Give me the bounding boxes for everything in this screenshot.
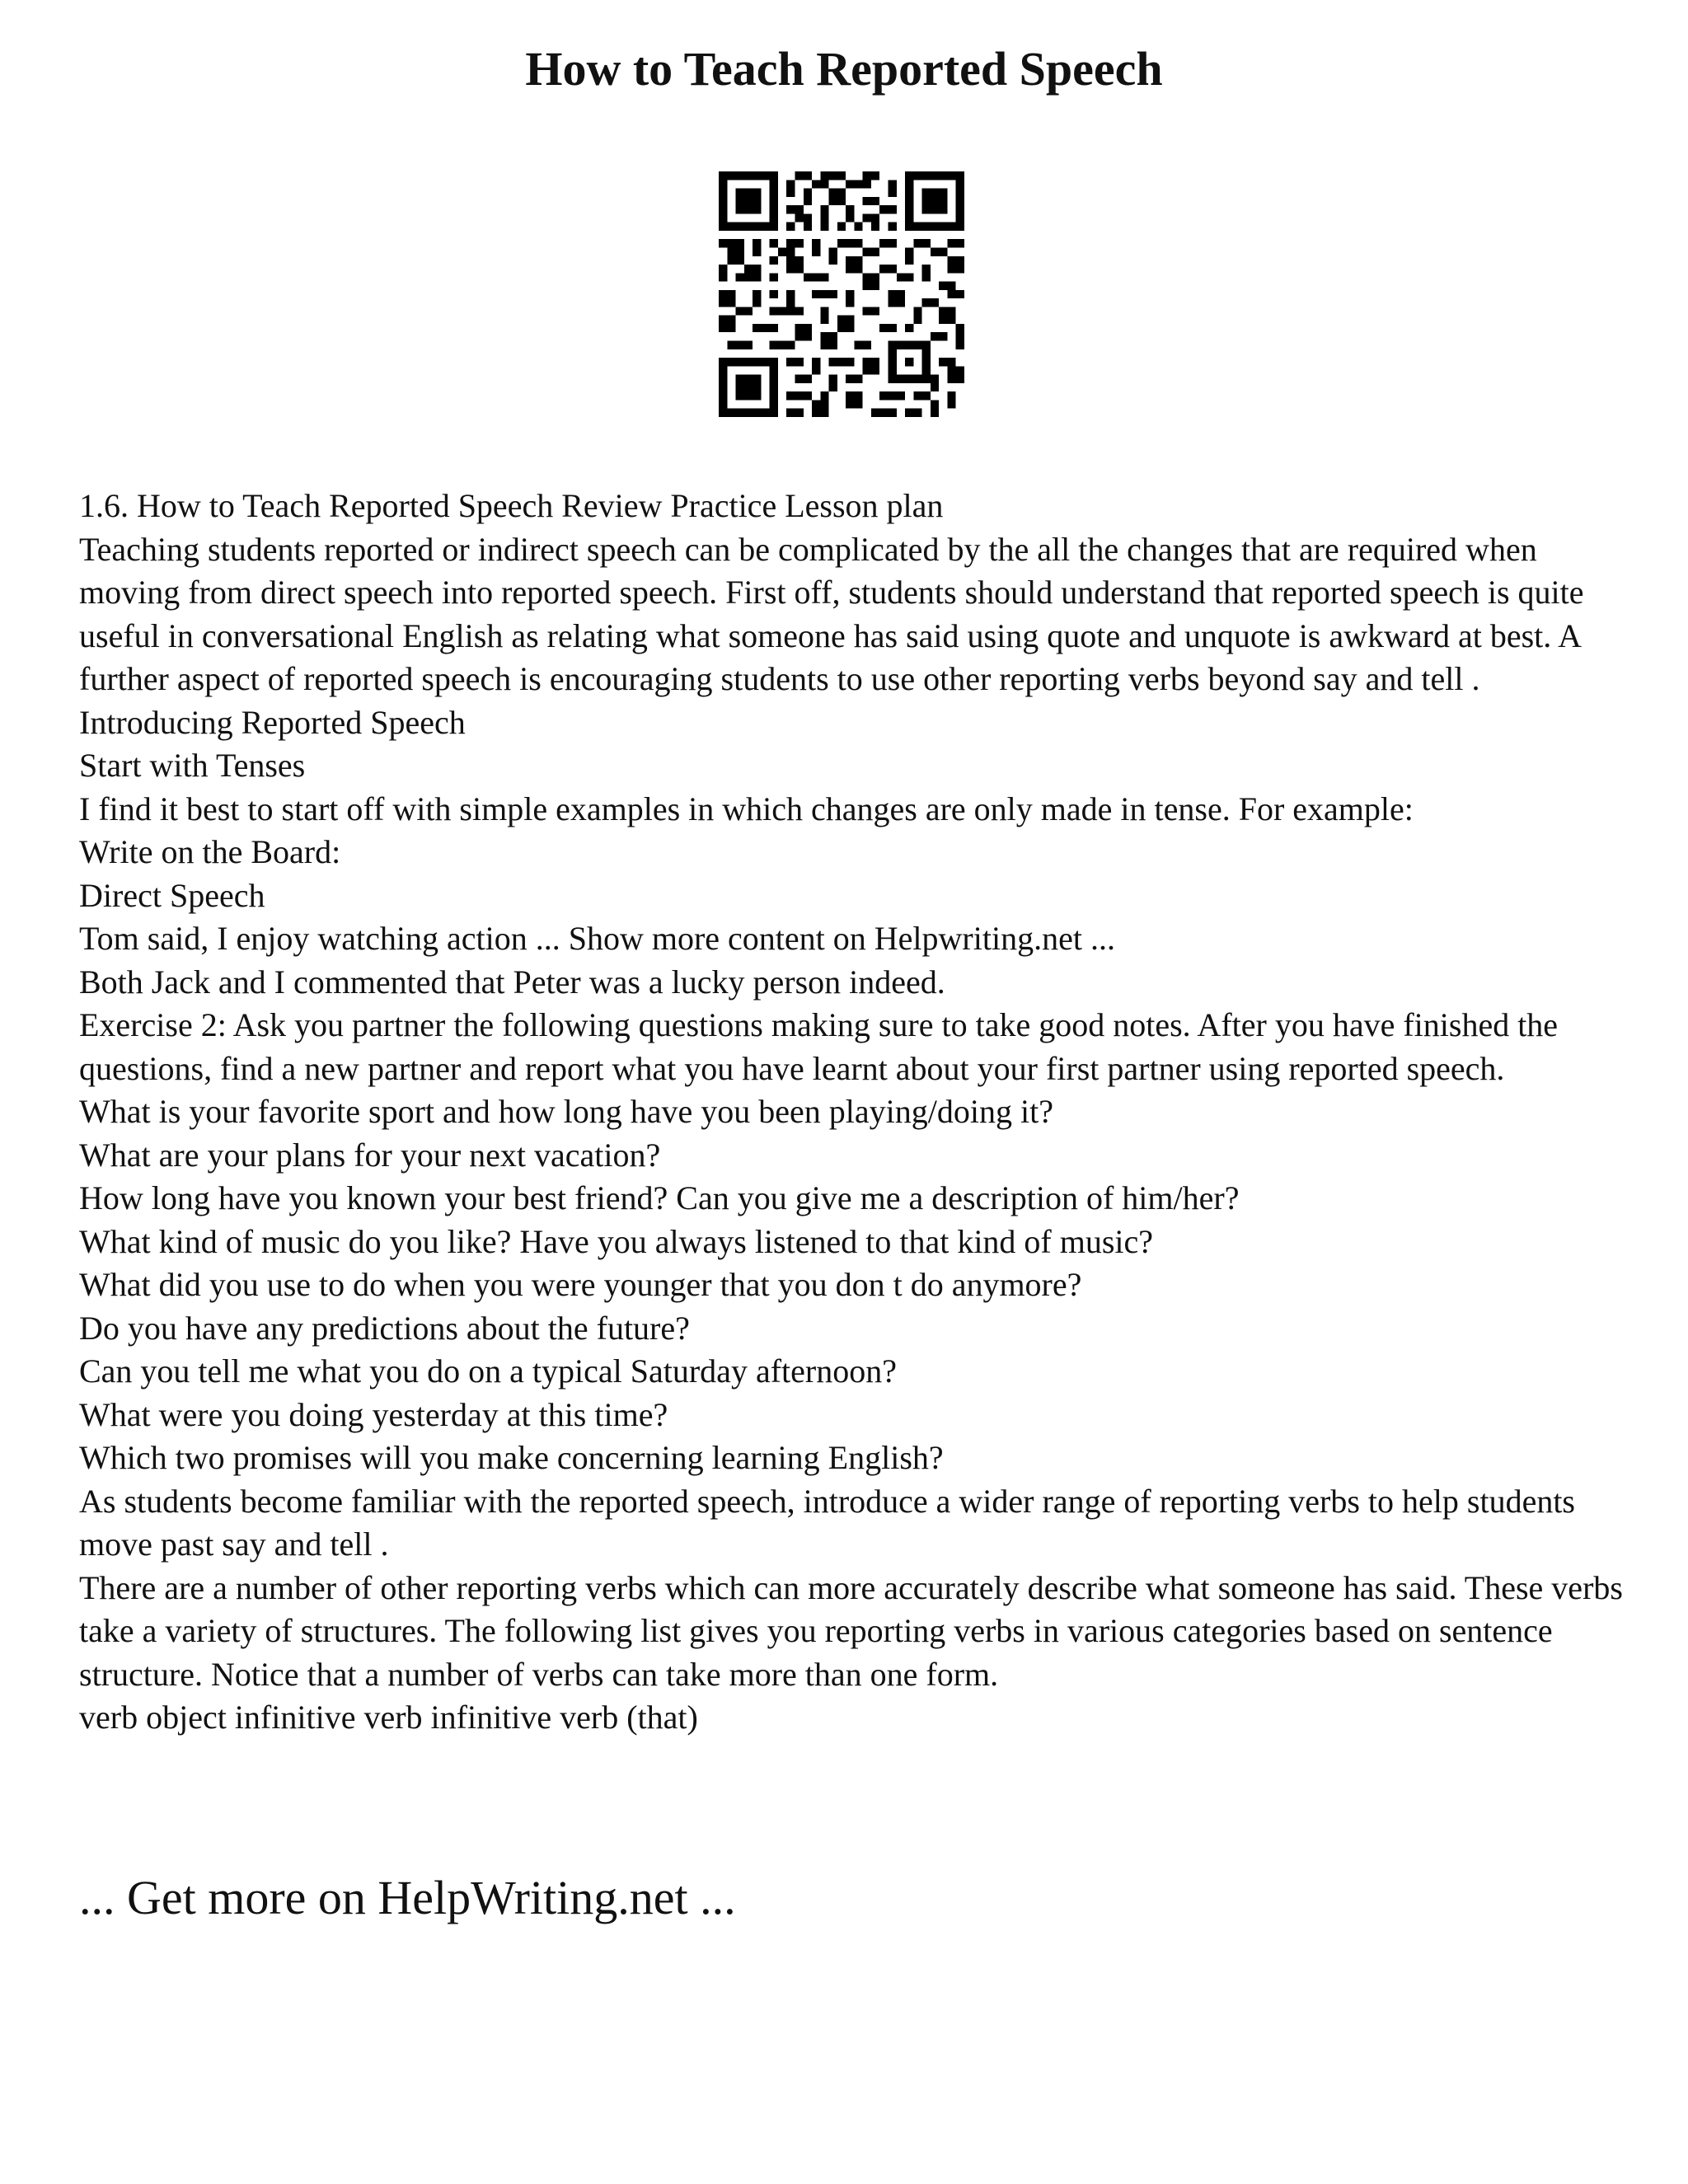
paragraph: Both Jack and I commented that Peter was a lucky person indeed.	[79, 963, 945, 1001]
paragraph: Tom said, I enjoy watching action ... Show more content on Helpwriting.net ...	[79, 920, 1115, 957]
question-item: Do you have any predictions about the future?	[79, 1309, 690, 1347]
paragraph: I find it best to start off with simple examples in which changes are only made in tense. For example:	[79, 790, 1414, 827]
question-item: What did you use to do when you were younger that you don t do anymore?	[79, 1266, 1082, 1303]
section-heading: Introducing Reported Speech	[79, 703, 466, 741]
get-more-link[interactable]: ... Get more on HelpWriting.net ...	[79, 1871, 736, 1924]
qr-code-image	[719, 171, 964, 417]
exercise-paragraph: Exercise 2: Ask you partner the following questions making sure to take good notes. After you have finished the questions, find a new partner and report what you have learnt about your first partner using reported speech.	[79, 1006, 1559, 1087]
lesson-heading: 1.6. How to Teach Reported Speech Review Practice Lesson plan	[79, 487, 944, 524]
intro-paragraph: Teaching students reported or indirect speech can be complicated by the all the changes that are required when moving from direct speech into reported speech. First off, students should understand that reported speech is quite useful in conversational English as relating what someone has said using quote and unquote is awkward at best. A further aspect of reported speech is encouraging students to use other reporting verbs beyond say and tell .	[79, 530, 1584, 697]
document-title: How to Teach Reported Speech	[525, 42, 1163, 96]
paragraph: Write on the Board:	[79, 833, 341, 870]
question-item: What were you doing yesterday at this time?	[79, 1395, 668, 1433]
question-item: Can you tell me what you do on a typical Saturday afternoon?	[79, 1352, 897, 1390]
question-item: How long have you known your best friend? Can you give me a description of him/her?	[79, 1179, 1240, 1216]
question-item: What is your favorite sport and how long have you been playing/doing it?	[79, 1093, 1053, 1130]
subsection-heading: Start with Tenses	[79, 747, 306, 784]
question-item: What are your plans for your next vacation?	[79, 1136, 661, 1174]
question-item: Which two promises will you make concerning learning English?	[79, 1439, 944, 1476]
paragraph: verb object infinitive verb infinitive verb (that)	[79, 1699, 698, 1736]
qr-code[interactable]	[719, 171, 964, 417]
document-body	[79, 485, 1637, 1740]
paragraph: There are a number of other reporting verbs which can more accurately describe what someone has said. These verbs take a variety of structures. The following list gives you reporting verbs in various categories based on sentence structure. Notice that a number of verbs can take more than one form.	[79, 1568, 1623, 1693]
paragraph: As students become familiar with the reported speech, introduce a wider range of reporting verbs to help students move past say and tell .	[79, 1482, 1575, 1563]
question-item: What kind of music do you like? Have you always listened to that kind of music?	[79, 1222, 1154, 1260]
paragraph: Direct Speech	[79, 876, 265, 914]
